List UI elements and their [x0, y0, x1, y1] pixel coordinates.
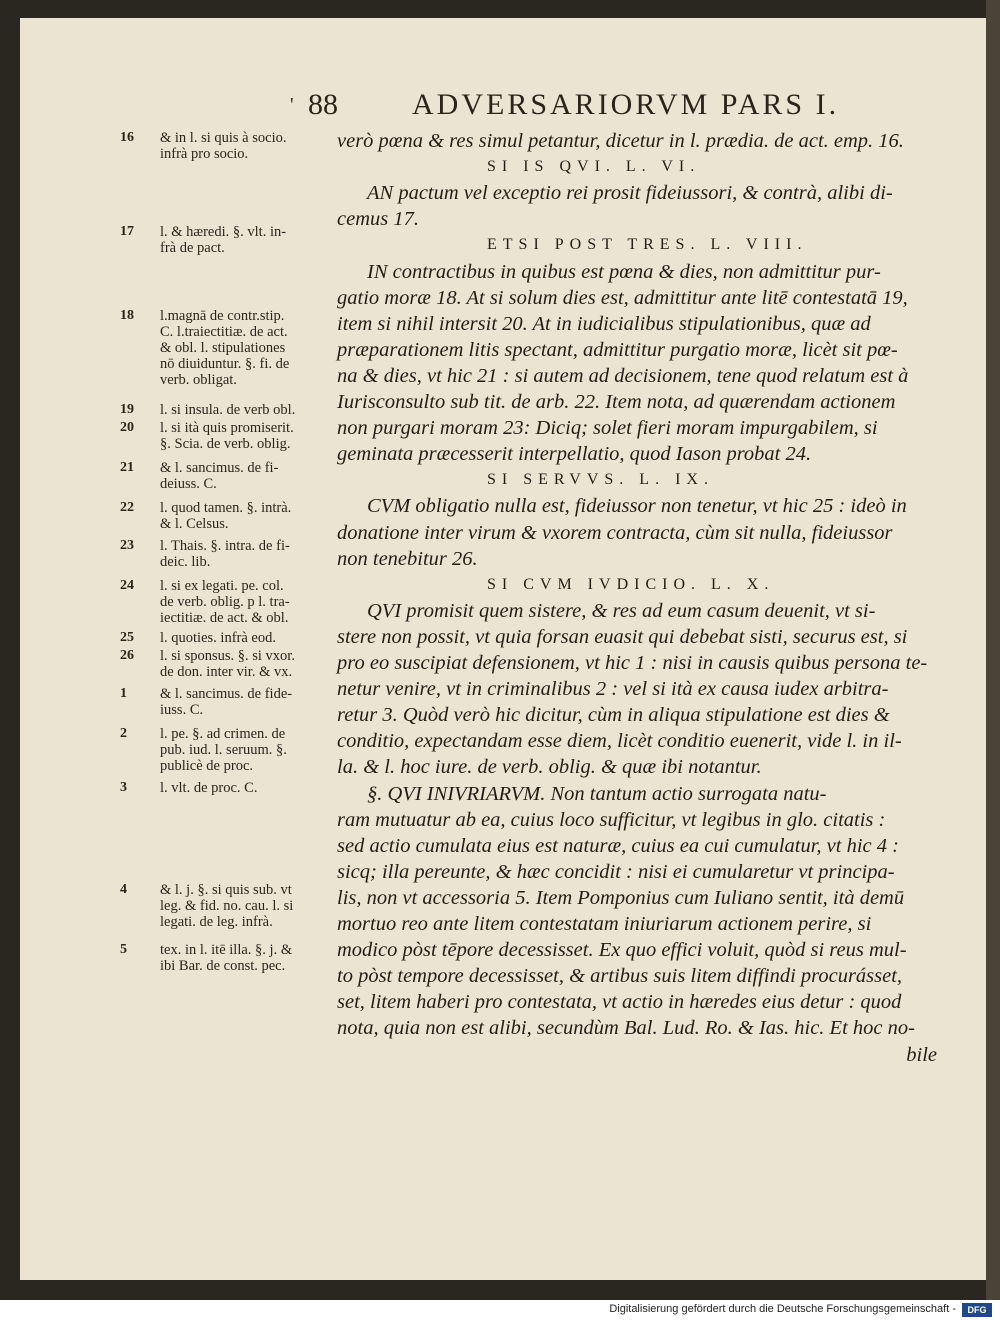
margin-note-number: 25 [120, 630, 134, 645]
margin-note-text: l. Thais. §. intra. de fi- deic. lib. [160, 538, 290, 570]
body-line: to pòst tempore decessisset, & artibus suis litem diffindi procurásset, [337, 965, 903, 987]
margin-note-text: l. si insula. de verb obl. [160, 402, 296, 418]
margin-note [120, 130, 340, 162]
body-line: geminata præcesserit interpellatio, quod Iason probat 24. [337, 443, 812, 465]
margin-note-text: l.magnā de contr.stip. C. l.traiectitiæ. de act. & obl. l. stipulationes nō diuiduntur. §. fi. de verb. obligat. [160, 308, 290, 388]
body-line: gatio moræ 18. At si solum dies est, admittitur ante litē contestatā 19, [337, 287, 908, 309]
margin-note-number: 18 [120, 308, 134, 323]
body-line: retur 3. Quòd verò hic dicitur, cùm in aliqua stipulatione est dies & [337, 704, 890, 726]
margin-note-number: 4 [120, 882, 127, 897]
margin-note-text: l. vlt. de proc. C. [160, 780, 258, 796]
page-edge [986, 0, 1000, 1300]
margin-note-number: 1 [120, 686, 127, 701]
margin-note-number: 21 [120, 460, 134, 475]
margin-note-number: 23 [120, 538, 134, 553]
body-line: sed actio cumulata eius est naturæ, cuius ea cui cumulatur, vt hic 4 : [337, 835, 899, 857]
margin-note [120, 224, 340, 256]
margin-note [120, 460, 340, 492]
body-line: non tenebitur 26. [337, 548, 478, 570]
margin-note-number: 2 [120, 726, 127, 741]
margin-note-text: & l. sancimus. de fide- iuss. C. [160, 686, 293, 718]
body-line: QVI promisit quem sistere, & res ad eum casum deuenit, vt si- [367, 600, 876, 622]
margin-note [120, 648, 340, 680]
margin-note-text: l. pe. §. ad crimen. de pub. iud. l. seruum. §. publicè de proc. [160, 726, 287, 774]
margin-note [120, 420, 340, 452]
body-line: modico pòst tēpore decessisset. Ex quo effici voluit, quòd si reus mul- [337, 939, 907, 961]
margin-note-text: l. si ex legati. pe. col. de verb. oblig. p l. tra- iectitiæ. de act. & obl. [160, 578, 290, 626]
section-heading: ETSI POST TRES. L. VIII. [487, 236, 808, 253]
folio-mark: ' [290, 94, 294, 116]
body-line: Iurisconsulto sub tit. de arb. 22. Item nota, ad quærendam actionem [337, 391, 896, 413]
margin-note-number: 5 [120, 942, 127, 957]
body-line: nota, quia non est alibi, secundùm Bal. Lud. Ro. & Ias. hic. Et hoc no- [337, 1017, 915, 1039]
section-heading: SI SERVVS. L. IX. [487, 471, 714, 488]
margin-note [120, 402, 340, 418]
margin-note [120, 882, 340, 930]
body-line: cemus 17. [337, 208, 419, 230]
body-line: stere non possit, vt quia forsan euasit qui debebat sisti, securus est, si [337, 626, 908, 648]
body-line: donatione inter virum & vxorem contracta, cùm sit nulla, fideiussor [337, 522, 893, 544]
page-number: 88 [308, 88, 338, 121]
footer-bar [0, 1300, 1000, 1321]
body-line: verò pœna & res simul petantur, dicetur in l. prædia. de act. emp. 16. [337, 130, 904, 152]
body-line: pro eo suscipiat defensionem, vt hic 1 : nisi in causis quibus persona te- [337, 652, 928, 674]
margin-note-number: 24 [120, 578, 134, 593]
margin-note-number: 19 [120, 402, 134, 417]
margin-note-number: 26 [120, 648, 134, 663]
margin-note-text: l. quoties. infrà eod. [160, 630, 276, 646]
section-heading: SI CVM IVDICIO. L. X. [487, 576, 775, 593]
margin-note [120, 780, 340, 796]
margin-note-number: 3 [120, 780, 127, 795]
body-line: §. QVI INIVRIARVM. Non tantum actio surrogata natu- [367, 783, 827, 805]
margin-note-text: & in l. si quis à socio. infrà pro socio. [160, 130, 287, 162]
margin-note-text: l. si ità quis promiserit. §. Scia. de verb. oblig. [160, 420, 294, 452]
margin-note-text: l. quod tamen. §. intrà. & l. Celsus. [160, 500, 292, 532]
footer-credit: Digitalisierung gefördert durch die Deutsche Forschungsgemeinschaft - [609, 1303, 956, 1315]
body-line: ram mutuatur ab ea, cuius loco sufficitur, vt legibus in glo. citatis : [337, 809, 886, 831]
body-line: non purgari moram 23: Diciq; solet fieri moram impurgabilem, si [337, 417, 878, 439]
body-line: item si nihil intersit 20. At in iudicialibus stipulationibus, quæ ad [337, 313, 871, 335]
margin-note-number: 17 [120, 224, 134, 239]
margin-note [120, 630, 340, 646]
margin-note-text: & l. j. §. si quis sub. vt leg. & fid. no. cau. l. si legati. de leg. infrà. [160, 882, 294, 930]
body-line: set, litem haberi pro contestata, vt actio in hæredes eius detur : quod [337, 991, 902, 1013]
body-line: AN pactum vel exceptio rei prosit fideiussori, & contrà, alibi di- [367, 182, 893, 204]
margin-note-text: tex. in l. itē illa. §. j. & ibi Bar. de const. pec. [160, 942, 293, 974]
margin-note [120, 308, 340, 388]
body-line: CVM obligatio nulla est, fideiussor non tenetur, vt hic 25 : ideò in [367, 495, 907, 517]
margin-note-text: & l. sancimus. de fi- deiuss. C. [160, 460, 279, 492]
margin-note-number: 22 [120, 500, 134, 515]
body-line: la. & l. hoc iure. de verb. oblig. & quæ ibi notantur. [337, 756, 762, 778]
margin-note [120, 686, 340, 718]
body-line: præparationem litis spectant, admittitur purgatio moræ, licèt sit pœ- [337, 339, 898, 361]
running-title: ADVERSARIORVM PARS I. [412, 88, 840, 121]
margin-note [120, 538, 340, 570]
body-line: netur venire, vt in criminalibus 2 : vel si ità ex causa iudex arbitra- [337, 678, 889, 700]
margin-note-text: l. si sponsus. §. si vxor. de don. inter vir. & vx. [160, 648, 295, 680]
body-line: bile [906, 1044, 937, 1066]
margin-note [120, 942, 340, 974]
body-line: na & dies, vt hic 21 : si autem ad decisionem, tene quod relatum est à [337, 365, 909, 387]
body-line: lis, non vt accessoria 5. Item Pomponius cum Iuliano sentit, ità demū [337, 887, 905, 909]
margin-note [120, 578, 340, 626]
body-line: sicq; illa pereunte, & hæc concidit : nisi ei cumularetur vt principa- [337, 861, 895, 883]
margin-note-number: 16 [120, 130, 134, 145]
body-line: IN contractibus in quibus est pœna & dies, non admittitur pur- [367, 261, 881, 283]
body-line: conditio, expectandam esse diem, licèt conditio euenerit, vide l. in il- [337, 730, 902, 752]
margin-note [120, 726, 340, 774]
margin-note-number: 20 [120, 420, 134, 435]
margin-note-text: l. & hæredi. §. vlt. in- frà de pact. [160, 224, 287, 256]
body-line: mortuo reo ante litem contestatam iniuriarum actionem perire, si [337, 913, 872, 935]
margin-note [120, 500, 340, 532]
dfg-logo: DFG [962, 1303, 992, 1317]
section-heading: SI IS QVI. L. VI. [487, 158, 701, 175]
